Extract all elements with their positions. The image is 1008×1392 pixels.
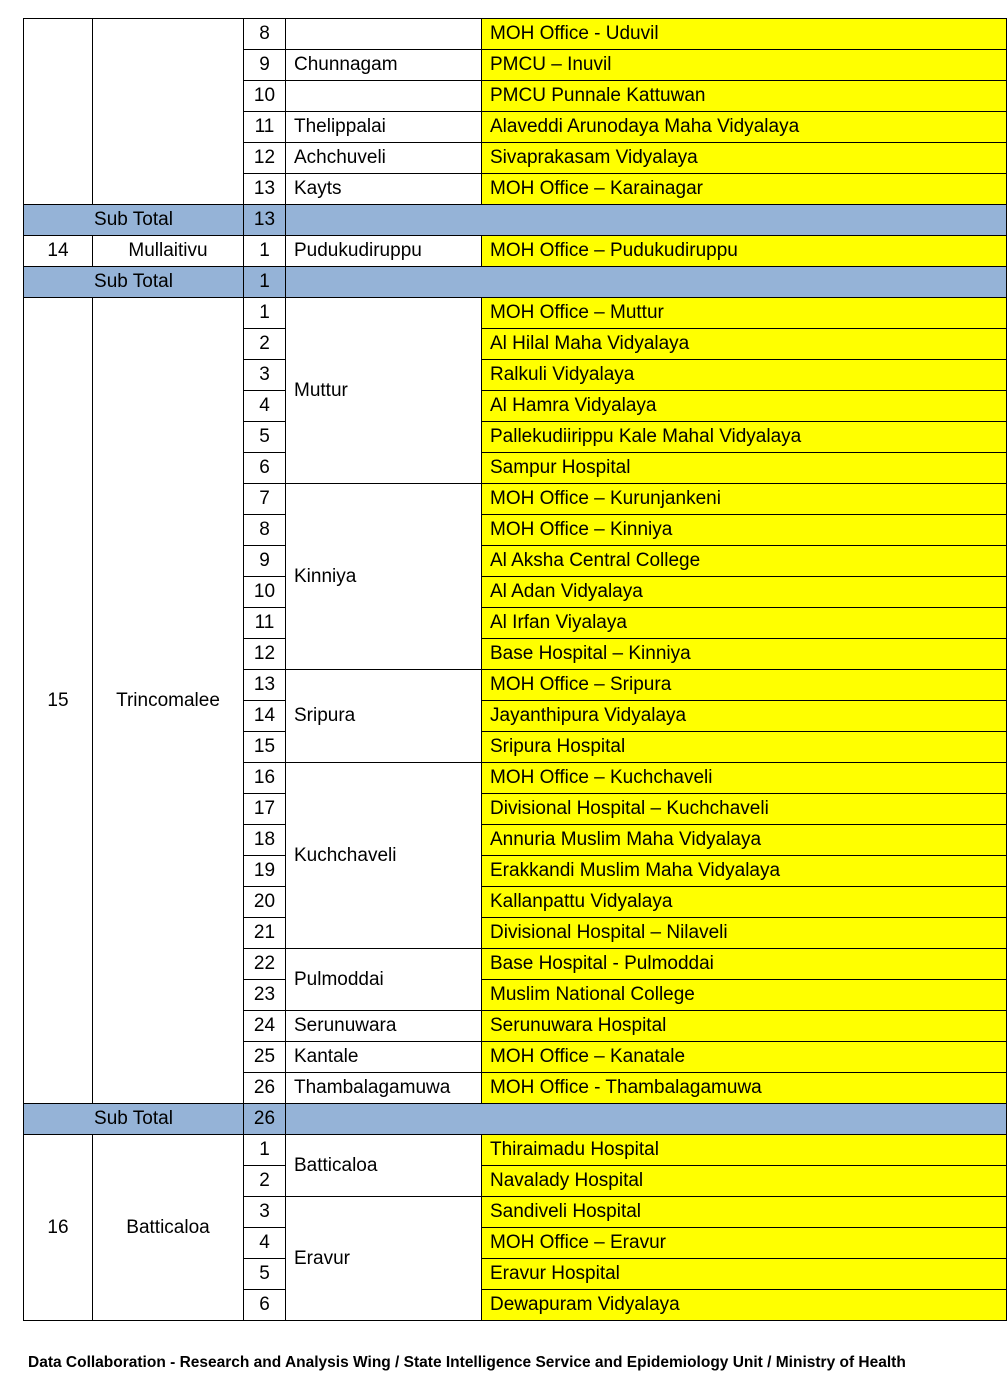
location-cell: Al Aksha Central College — [482, 546, 1007, 577]
site-number-cell: 2 — [244, 1166, 286, 1197]
location-cell: Base Hospital – Kinniya — [482, 639, 1007, 670]
moh-area-cell: Achchuveli — [286, 143, 482, 174]
site-number-cell: 3 — [244, 1197, 286, 1228]
site-number-cell: 13 — [244, 670, 286, 701]
subtotal-blank — [286, 1104, 1007, 1135]
site-number-cell: 22 — [244, 949, 286, 980]
district-name-cell — [93, 19, 244, 205]
site-number-cell: 18 — [244, 825, 286, 856]
site-number-cell: 4 — [244, 391, 286, 422]
site-number-cell: 23 — [244, 980, 286, 1011]
location-cell: Al Hamra Vidyalaya — [482, 391, 1007, 422]
moh-area-cell: Kayts — [286, 174, 482, 205]
site-number-cell: 3 — [244, 360, 286, 391]
district-number-cell: 15 — [24, 298, 93, 1104]
moh-area-cell: Chunnagam — [286, 50, 482, 81]
site-number-cell: 2 — [244, 329, 286, 360]
location-cell: Pallekudiirippu Kale Mahal Vidyalaya — [482, 422, 1007, 453]
subtotal-label: Sub Total — [24, 267, 244, 298]
location-cell: Sripura Hospital — [482, 732, 1007, 763]
subtotal-value: 26 — [244, 1104, 286, 1135]
district-name-cell: Batticaloa — [93, 1135, 244, 1321]
subtotal-value: 1 — [244, 267, 286, 298]
moh-area-cell — [286, 81, 482, 112]
moh-area-cell: Muttur — [286, 298, 482, 484]
moh-area-cell — [286, 19, 482, 50]
location-cell: Serunuwara Hospital — [482, 1011, 1007, 1042]
site-number-cell: 11 — [244, 112, 286, 143]
site-number-cell: 13 — [244, 174, 286, 205]
site-number-cell: 5 — [244, 422, 286, 453]
moh-area-cell: Eravur — [286, 1197, 482, 1321]
location-cell: Ralkuli Vidyalaya — [482, 360, 1007, 391]
location-cell: Dewapuram Vidyalaya — [482, 1290, 1007, 1321]
site-number-cell: 6 — [244, 1290, 286, 1321]
location-cell: Base Hospital - Pulmoddai — [482, 949, 1007, 980]
location-cell: Sandiveli Hospital — [482, 1197, 1007, 1228]
subtotal-row — [24, 205, 1007, 236]
site-number-cell: 9 — [244, 546, 286, 577]
location-cell: MOH Office – Kanatale — [482, 1042, 1007, 1073]
site-number-cell: 21 — [244, 918, 286, 949]
location-cell: Al Hilal Maha Vidyalaya — [482, 329, 1007, 360]
moh-area-cell: Thambalagamuwa — [286, 1073, 482, 1104]
location-cell: MOH Office - Thambalagamuwa — [482, 1073, 1007, 1104]
moh-area-cell: Pudukudiruppu — [286, 236, 482, 267]
district-number-cell — [24, 19, 93, 205]
site-number-cell: 6 — [244, 453, 286, 484]
site-number-cell: 20 — [244, 887, 286, 918]
location-cell: Alaveddi Arunodaya Maha Vidyalaya — [482, 112, 1007, 143]
site-number-cell: 26 — [244, 1073, 286, 1104]
moh-area-cell: Thelippalai — [286, 112, 482, 143]
location-cell: Eravur Hospital — [482, 1259, 1007, 1290]
site-number-cell: 4 — [244, 1228, 286, 1259]
site-number-cell: 8 — [244, 19, 286, 50]
table-row — [24, 236, 1007, 267]
location-cell: MOH Office – Pudukudiruppu — [482, 236, 1007, 267]
location-cell: MOH Office – Eravur — [482, 1228, 1007, 1259]
location-cell: Sampur Hospital — [482, 453, 1007, 484]
site-number-cell: 12 — [244, 143, 286, 174]
site-number-cell: 17 — [244, 794, 286, 825]
site-number-cell: 12 — [244, 639, 286, 670]
location-cell: Thiraimadu Hospital — [482, 1135, 1007, 1166]
location-cell: MOH Office – Sripura — [482, 670, 1007, 701]
subtotal-row — [24, 1104, 1007, 1135]
district-name-cell: Trincomalee — [93, 298, 244, 1104]
site-number-cell: 16 — [244, 763, 286, 794]
site-number-cell: 15 — [244, 732, 286, 763]
site-number-cell: 10 — [244, 81, 286, 112]
moh-area-cell: Kantale — [286, 1042, 482, 1073]
location-cell: Annuria Muslim Maha Vidyalaya — [482, 825, 1007, 856]
vaccination-centres-table — [23, 18, 1007, 1321]
location-cell: MOH Office – Kurunjankeni — [482, 484, 1007, 515]
site-number-cell: 8 — [244, 515, 286, 546]
location-cell: MOH Office - Uduvil — [482, 19, 1007, 50]
moh-area-cell: Batticaloa — [286, 1135, 482, 1197]
subtotal-blank — [286, 267, 1007, 298]
site-number-cell: 9 — [244, 50, 286, 81]
site-number-cell: 1 — [244, 1135, 286, 1166]
location-cell: MOH Office – Kuchchaveli — [482, 763, 1007, 794]
location-cell: Sivaprakasam Vidyalaya — [482, 143, 1007, 174]
table-row — [24, 19, 1007, 50]
moh-area-cell: Sripura — [286, 670, 482, 763]
moh-area-cell: Serunuwara — [286, 1011, 482, 1042]
subtotal-row — [24, 267, 1007, 298]
location-cell: Jayanthipura Vidyalaya — [482, 701, 1007, 732]
subtotal-label: Sub Total — [24, 1104, 244, 1135]
table-row — [24, 1135, 1007, 1166]
site-number-cell: 25 — [244, 1042, 286, 1073]
moh-area-cell: Kuchchaveli — [286, 763, 482, 949]
site-number-cell: 11 — [244, 608, 286, 639]
location-cell: PMCU – Inuvil — [482, 50, 1007, 81]
location-cell: Al Adan Vidyalaya — [482, 577, 1007, 608]
moh-area-cell: Kinniya — [286, 484, 482, 670]
location-cell: MOH Office – Karainagar — [482, 174, 1007, 205]
location-cell: Navalady Hospital — [482, 1166, 1007, 1197]
subtotal-blank — [286, 205, 1007, 236]
site-number-cell: 24 — [244, 1011, 286, 1042]
subtotal-label: Sub Total — [24, 205, 244, 236]
location-cell: Divisional Hospital – Kuchchaveli — [482, 794, 1007, 825]
location-cell: MOH Office – Kinniya — [482, 515, 1007, 546]
district-number-cell: 16 — [24, 1135, 93, 1321]
site-number-cell: 19 — [244, 856, 286, 887]
site-number-cell: 10 — [244, 577, 286, 608]
location-cell: Divisional Hospital – Nilaveli — [482, 918, 1007, 949]
subtotal-value: 13 — [244, 205, 286, 236]
site-number-cell: 14 — [244, 701, 286, 732]
footer-credit: Data Collaboration - Research and Analysis Wing / State Intelligence Service and Epidemiology Unit / Ministry of Health — [28, 1354, 906, 1371]
site-number-cell: 1 — [244, 298, 286, 329]
moh-area-cell: Pulmoddai — [286, 949, 482, 1011]
location-cell: Kallanpattu Vidyalaya — [482, 887, 1007, 918]
location-cell: MOH Office – Muttur — [482, 298, 1007, 329]
district-name-cell: Mullaitivu — [93, 236, 244, 267]
site-number-cell: 7 — [244, 484, 286, 515]
location-cell: Al Irfan Viyalaya — [482, 608, 1007, 639]
location-cell: Erakkandi Muslim Maha Vidyalaya — [482, 856, 1007, 887]
site-number-cell: 1 — [244, 236, 286, 267]
location-cell: PMCU Punnale Kattuwan — [482, 81, 1007, 112]
site-number-cell: 5 — [244, 1259, 286, 1290]
table-row — [24, 298, 1007, 329]
district-number-cell: 14 — [24, 236, 93, 267]
location-cell: Muslim National College — [482, 980, 1007, 1011]
